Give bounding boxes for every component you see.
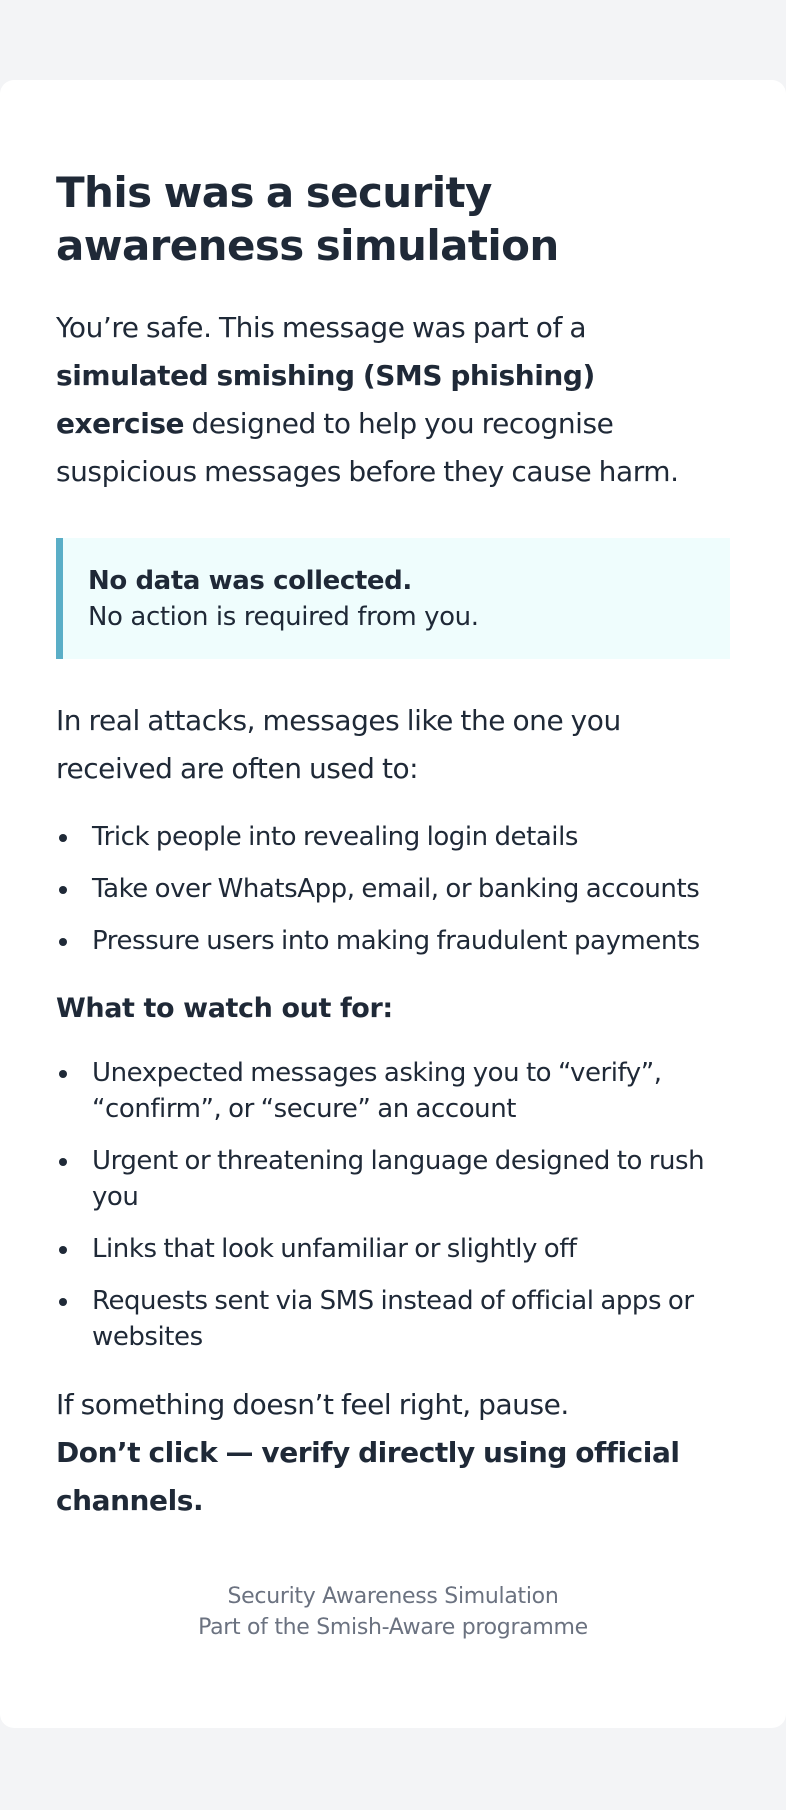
- intro-text-start: You’re safe. This message was part of a: [56, 311, 587, 344]
- attacks-intro: In real attacks, messages like the one you received are often used to:: [56, 704, 621, 785]
- no-data-notice: [56, 538, 730, 659]
- list-item: Pressure users into making fraudulent payments: [56, 923, 730, 959]
- watch-heading: What to watch out for:: [56, 993, 393, 1024]
- footer: [56, 1581, 730, 1643]
- simulation-card: [0, 80, 786, 1728]
- watch-list: [56, 1055, 730, 1355]
- intro-paragraph: [56, 304, 730, 496]
- intro-text-bold: simulated smishing (SMS phishing) exercise: [56, 359, 595, 440]
- notice-title: No data was collected.: [88, 566, 412, 596]
- list-item: Urgent or threatening language designed to rush you: [56, 1143, 730, 1215]
- closing-paragraph: [56, 1381, 730, 1525]
- closing-text: If something doesn’t feel right, pause.: [56, 1388, 569, 1421]
- list-item: Take over WhatsApp, email, or banking accounts: [56, 871, 730, 907]
- intro-text-end: designed to help you recognise suspicious messages before they cause harm.: [56, 407, 679, 488]
- list-item: Requests sent via SMS instead of official apps or websites: [56, 1283, 730, 1355]
- attacks-list: [56, 819, 730, 959]
- page-title: This was a security awareness simulation: [56, 168, 559, 270]
- closing-bold-text: Don’t click — verify directly using official channels.: [56, 1436, 680, 1517]
- list-item: Unexpected messages asking you to “verify”, “confirm”, or “secure” an account: [56, 1055, 730, 1127]
- footer-line-1: Security Awareness Simulation: [227, 1584, 559, 1609]
- list-item: Trick people into revealing login details: [56, 819, 730, 855]
- notice-text: No action is required from you.: [88, 602, 479, 632]
- list-item: Links that look unfamiliar or slightly off: [56, 1231, 730, 1267]
- footer-line-2: Part of the Smish-Aware programme: [198, 1615, 588, 1640]
